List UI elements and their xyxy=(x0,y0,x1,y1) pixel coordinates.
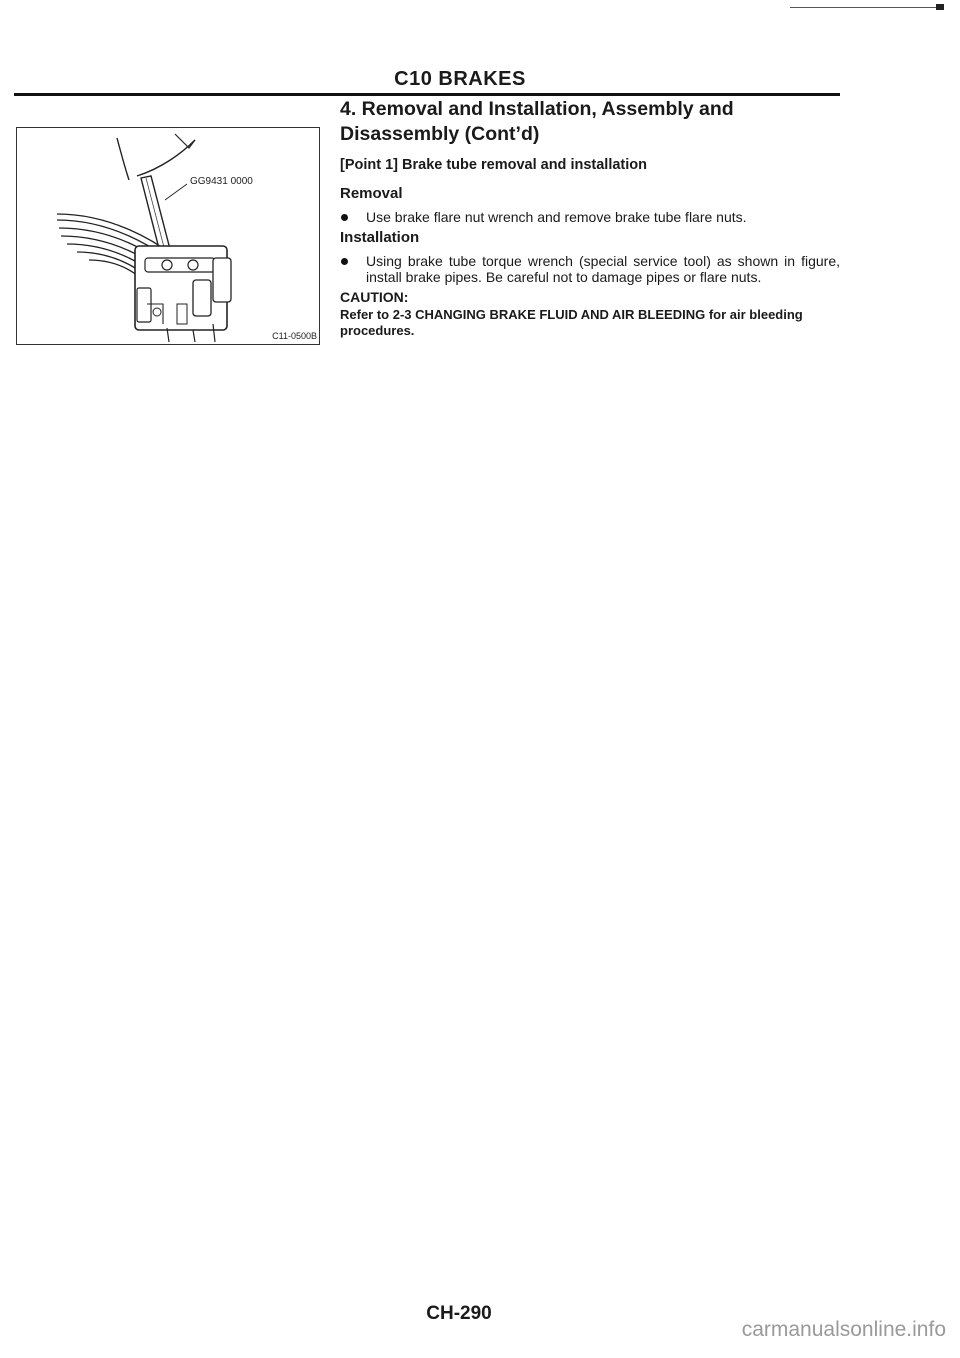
top-rule xyxy=(790,7,940,8)
removal-step: Use brake flare nut wrench and remove brake tube flare nuts. xyxy=(340,209,840,225)
point-subheading: [Point 1] Brake tube removal and installation xyxy=(340,157,647,173)
section-title: C10 BRAKES xyxy=(394,68,526,90)
watermark: carmanualsonline.info xyxy=(741,1318,946,1341)
brake-actuator-illustration xyxy=(17,128,319,344)
header-rule xyxy=(14,93,840,96)
procedure-content xyxy=(340,97,840,339)
installation-step: Using brake tube torque wrench (special service tool) as shown in figure, install brake pipes. Be careful not to damage pipes or flare nuts. xyxy=(340,253,840,285)
caution-label: CAUTION: xyxy=(340,289,409,305)
caution-text: Refer to 2-3 CHANGING BRAKE FLUID AND AIR BLEEDING for air bleeding procedures. xyxy=(340,307,803,338)
tool-part-number: GG9431 0000 xyxy=(190,176,253,187)
figure-code: C11-0500B xyxy=(272,331,317,341)
page-heading: 4. Removal and Installation, Assembly and Disassembly (Cont’d) xyxy=(340,98,734,145)
corner-mark xyxy=(936,4,944,10)
page-number: CH-290 xyxy=(426,1303,492,1324)
installation-label: Installation xyxy=(340,229,420,246)
removal-label: Removal xyxy=(340,185,403,202)
brake-tube-figure xyxy=(16,127,320,345)
